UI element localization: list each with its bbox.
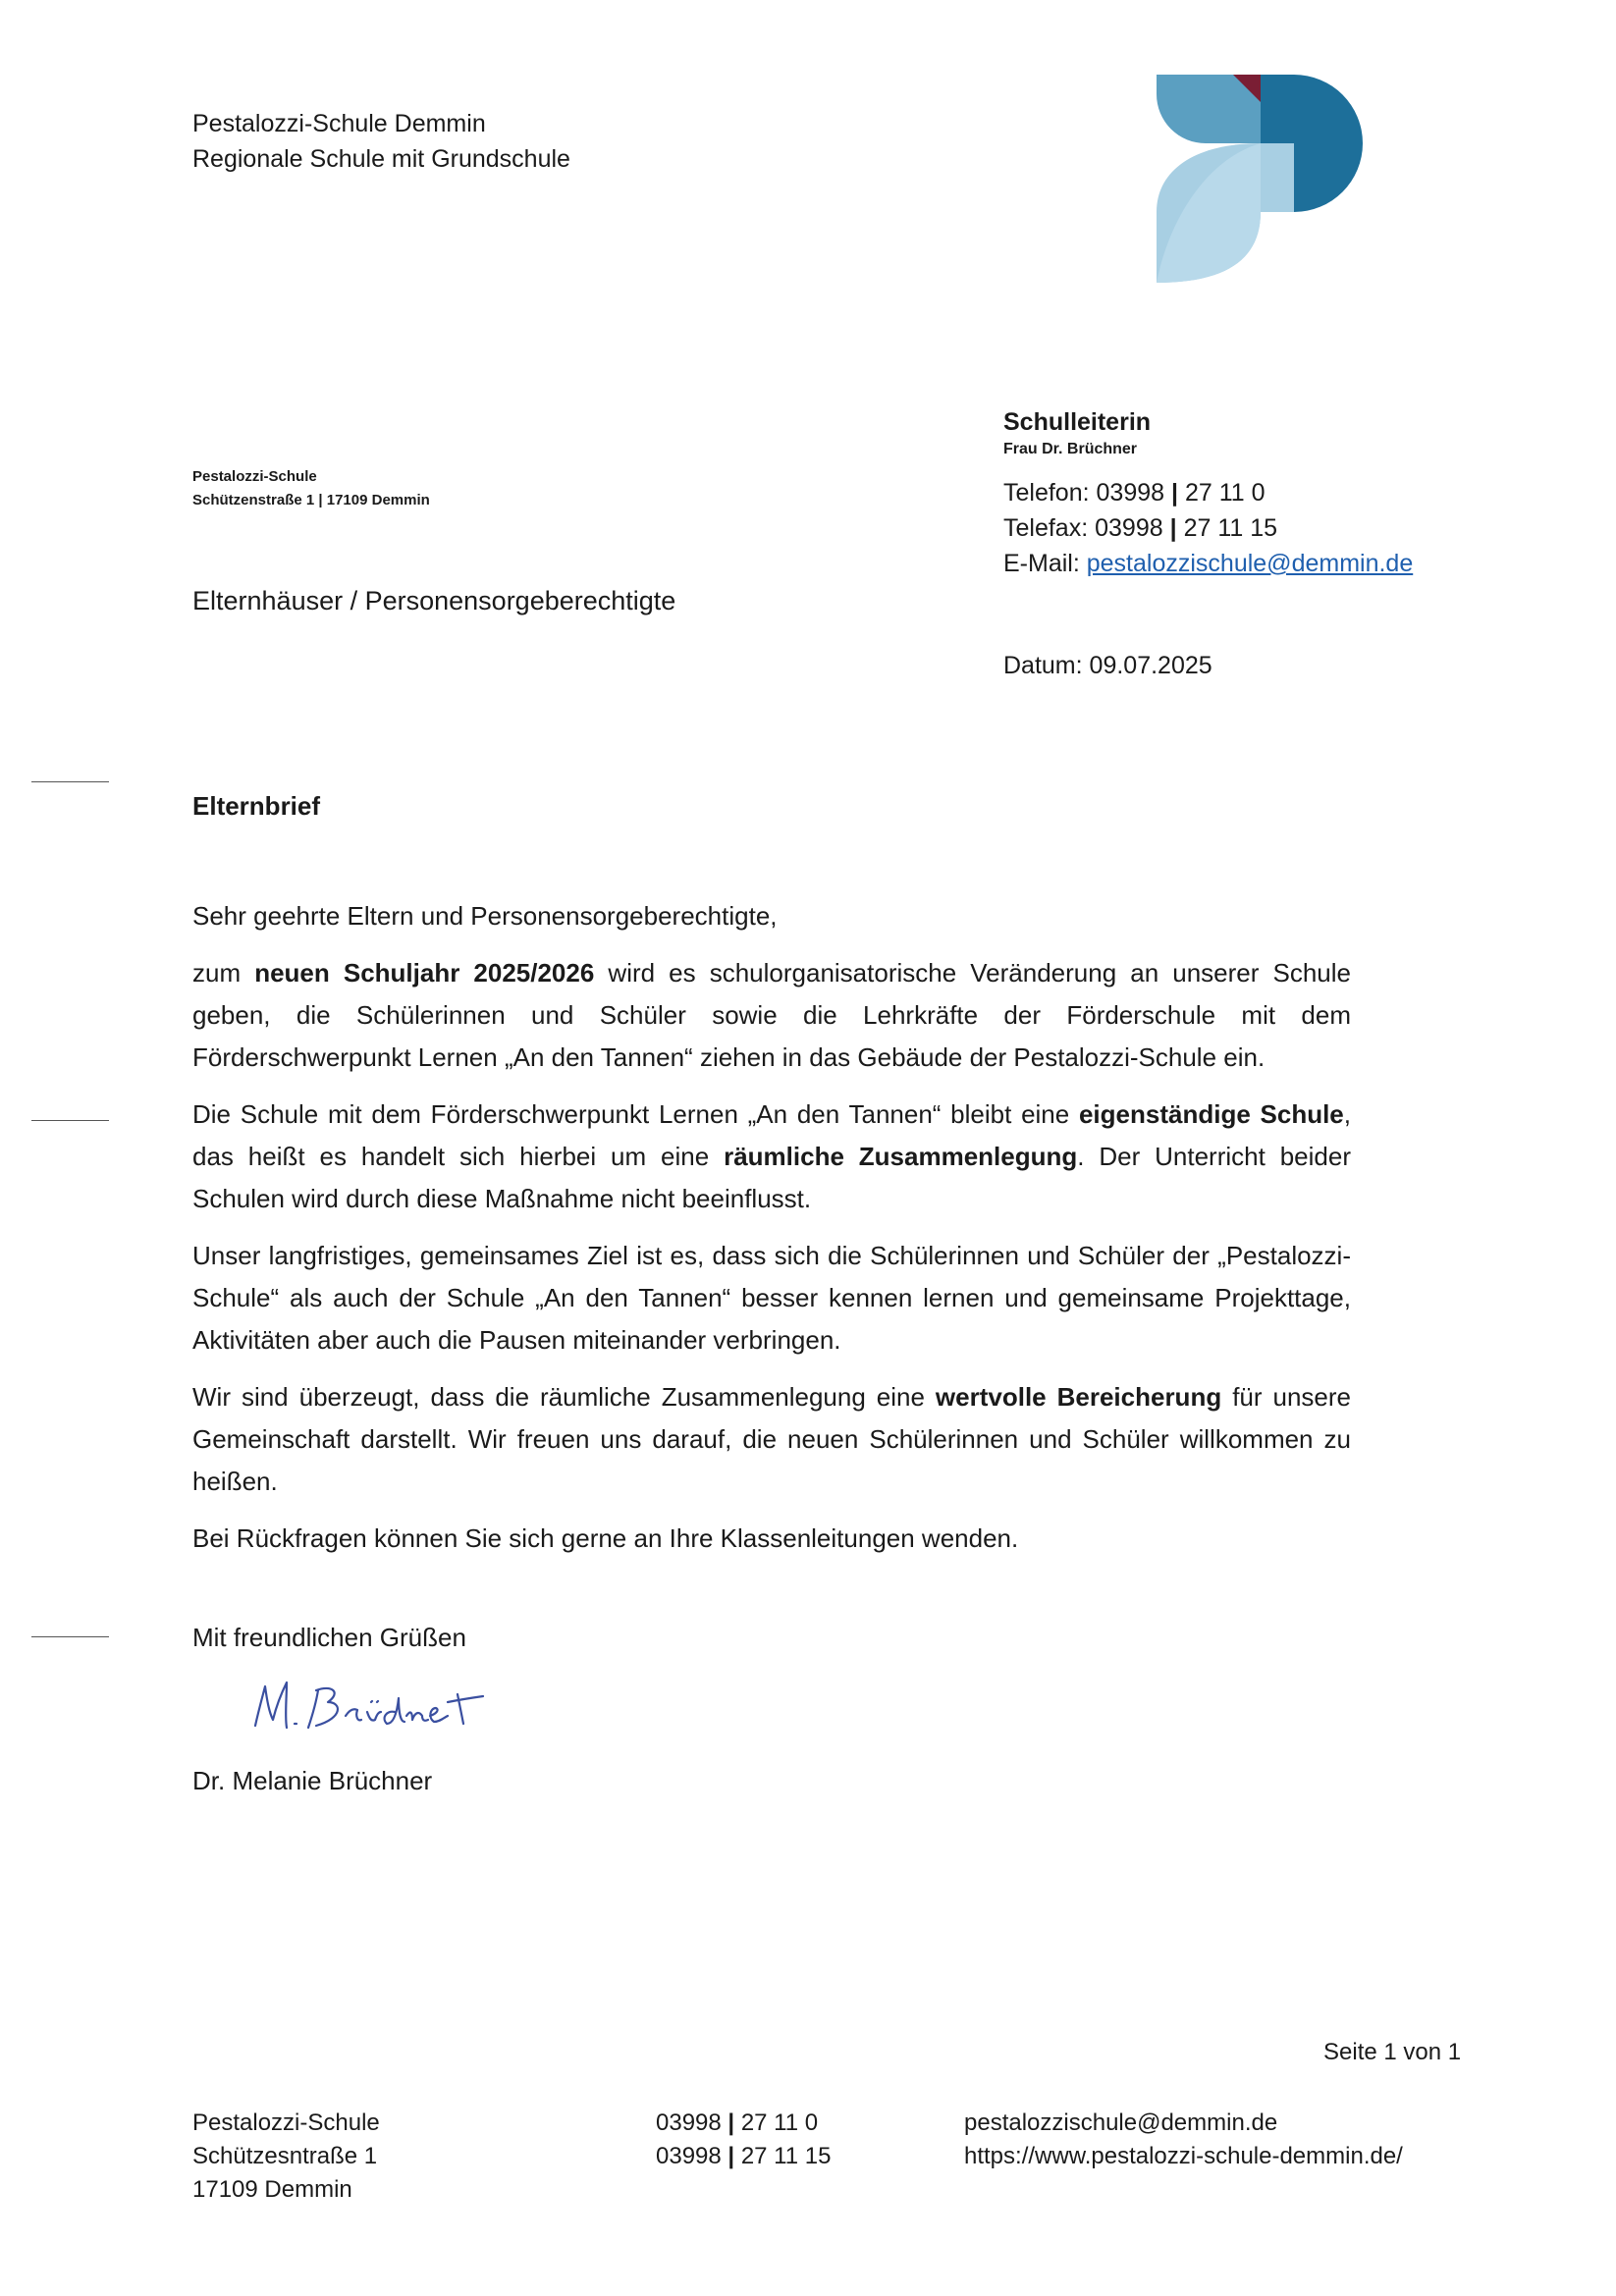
sender-line xyxy=(192,465,430,512)
signature xyxy=(247,1669,493,1737)
school-logo-icon xyxy=(1157,75,1365,283)
letter-body xyxy=(192,895,1351,1575)
phone-number: 27 11 0 xyxy=(1184,479,1266,507)
footer-website[interactable]: https://www.pestalozzi-schule-demmin.de/ xyxy=(964,2143,1403,2169)
paragraph-3: Unser langfristiges, gemeinsames Ziel ist es, dass sich die Schülerinnen und Schüler der „Pestalozzi-Schule“ als auch der Schule „An den Tannen“ besser kennen lernen und gemeinsame Projekttage, Aktivitäten aber auch die Pausen miteinander verbringen. xyxy=(192,1241,1351,1355)
footer-city: 17109 Demmin xyxy=(192,2176,352,2203)
footer-email[interactable]: pestalozzischule@demmin.de xyxy=(964,2109,1278,2136)
phone-label: Telefon: xyxy=(1003,479,1090,507)
paragraph-1: zum neuen Schuljahr 2025/2026 wird es schulorganisatorische Veränderung an unserer Schule geben, die Schülerinnen und Schüler sowie die Lehrkräfte der Förderschule mit dem Förderschwerpunkt Lernen „An den Tannen“ ziehen in das Gebäude der Pestalozzi-Schule ein. xyxy=(192,958,1351,1072)
date-line xyxy=(1003,648,1212,683)
paragraph-2: Die Schule mit dem Förderschwerpunkt Lernen „An den Tannen“ bleibt eine eigenständige Schule, das heißt es handelt sich hierbei um eine räumliche Zusammenlegung. Der Unterricht beider Schulen wird durch diese Maßnahme nicht beeinflusst. xyxy=(192,1099,1352,1213)
footer-school-name: Pestalozzi-Schule xyxy=(192,2109,380,2136)
fax-prefix: 03998 xyxy=(1095,514,1163,542)
school-name: Pestalozzi-Schule Demmin xyxy=(192,110,486,137)
contact-title: Schulleiterin xyxy=(1003,408,1152,436)
fax-line xyxy=(1003,510,1413,546)
school-type: Regionale Schule mit Grundschule xyxy=(192,145,570,173)
phone-line xyxy=(1003,475,1413,510)
fold-mark xyxy=(31,781,109,782)
contact-person: Frau Dr. Brüchner xyxy=(1003,441,1138,457)
email-line xyxy=(1003,546,1413,581)
date-value: 09.07.2025 xyxy=(1089,652,1212,679)
sender-name: Pestalozzi-Schule xyxy=(192,468,317,485)
recipient: Elternhäuser / Personensorgeberechtigte xyxy=(192,586,676,615)
fold-mark xyxy=(31,1636,109,1637)
footer-phone-line: 03998 | 27 11 0 xyxy=(656,2109,819,2136)
page-number: Seite 1 von 1 xyxy=(1323,2039,1462,2065)
letter-subject: Elternbrief xyxy=(192,791,321,821)
fax-label: Telefax: xyxy=(1003,514,1089,542)
closing: Mit freundlichen Grüßen xyxy=(192,1623,466,1652)
footer-street: Schützesntraße 1 xyxy=(192,2143,378,2169)
footer-fax-line: 03998 | 27 11 15 xyxy=(656,2143,832,2169)
sender-address: Schützenstraße 1 | 17109 Demmin xyxy=(192,492,430,508)
paragraph-4: Wir sind überzeugt, dass die räumliche Zusammenlegung eine wertvolle Bereicherung für unsere Gemeinschaft darstellt. Wir freuen uns darauf, die neuen Schülerinnen und Schüler willkommen zu heißen. xyxy=(192,1382,1352,1496)
phone-prefix: 03998 xyxy=(1096,479,1165,507)
footer-address xyxy=(192,2107,380,2207)
separator: | xyxy=(1171,479,1178,507)
school-header xyxy=(192,106,570,177)
paragraph-5: Bei Rückfragen können Sie sich gerne an Ihre Klassenleitungen wenden. xyxy=(192,1523,1019,1553)
contact-block xyxy=(1003,406,1413,581)
signer-name: Dr. Melanie Brüchner xyxy=(192,1766,433,1795)
date-label: Datum: xyxy=(1003,652,1083,679)
email-link[interactable]: pestalozzischule@demmin.de xyxy=(1086,550,1414,577)
email-label: E-Mail: xyxy=(1003,550,1080,577)
fold-mark xyxy=(31,1120,109,1121)
footer-phone xyxy=(656,2107,831,2173)
footer-online xyxy=(964,2107,1403,2173)
salutation: Sehr geehrte Eltern und Personensorgeberechtigte, xyxy=(192,901,778,931)
fax-number: 27 11 15 xyxy=(1183,514,1278,542)
separator: | xyxy=(1169,514,1177,542)
